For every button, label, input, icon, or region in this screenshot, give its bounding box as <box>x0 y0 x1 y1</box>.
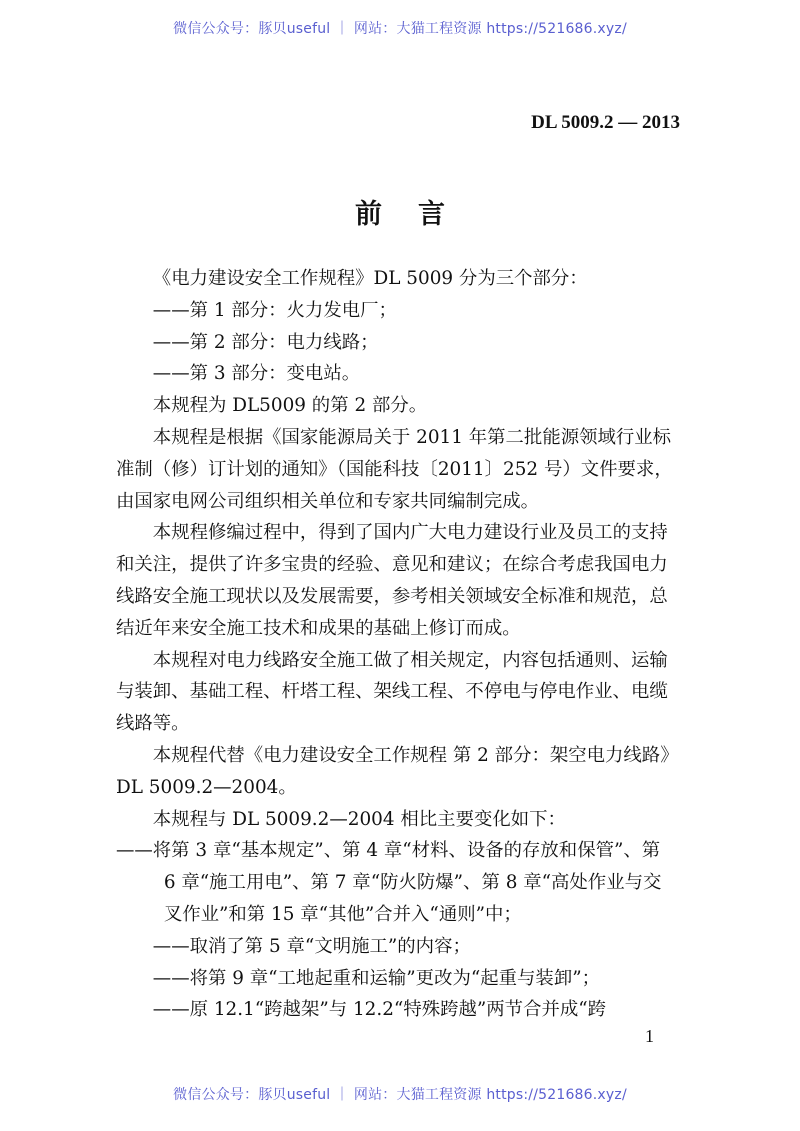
list-item-part-1: ——第 1 部分：火力发电厂； <box>152 299 397 321</box>
standard-code: DL 5009.2 — 2013 <box>531 112 680 133</box>
page-title: 前言 <box>355 199 481 230</box>
page-number: 1 <box>645 1026 654 1046</box>
watermark-bottom: 微信公众号：豚贝useful ｜ 网站：大猫工程资源 https://521686.xyz/ <box>173 1087 627 1103</box>
paragraph-intro: 《电力建设安全工作规程》DL 5009 分为三个部分： <box>152 268 588 289</box>
paragraph-changes: 本规程与 DL 5009.2—2004 相比主要变化如下： <box>152 808 566 830</box>
paragraph-content: 本规程对电力线路安全施工做了相关规定，内容包括通则、运输与装卸、基础工程、杆塔工程、架线工程、不停电与停电作业、电缆线路等。 <box>116 649 668 735</box>
list-item-change-3: ——将第 9 章“工地起重和运输”更改为“起重与装卸”； <box>152 967 601 989</box>
list-item-part-3: ——第 3 部分：变电站。 <box>152 363 361 385</box>
paragraph-scope: 本规程为 DL5009 的第 2 部分。 <box>152 395 428 417</box>
list-item-change-4: ——原 12.1“跨越架”与 12.2“特殊跨越”两节合并成“跨 <box>152 999 607 1021</box>
list-item-change-1: ——将第 3 章“基本规定”、第 4 章“材料、设备的存放和保管”、第 6 章“施工用电”、第 7 章“防火防爆”、第 8 章“高处作业与交叉作业”和第 15 章“其他”合并入“通则”中； <box>116 840 662 925</box>
preface-body <box>116 263 676 1026</box>
paragraph-revision: 本规程修编过程中，得到了国内广大电力建设行业及员工的支持和关注，提供了许多宝贵的经验、意见和建议；在综合考虑我国电力线路安全施工现状以及发展需要，参考相关领域安全标准和规范，总结近年来安全施工技术和成果的基础上修订而成。 <box>116 522 668 639</box>
paragraph-replaces: 本规程代替《电力建设安全工作规程 第 2 部分：架空电力线路》DL 5009.2—2004。 <box>116 744 670 798</box>
list-item-change-2: ——取消了第 5 章“文明施工”的内容； <box>152 935 471 957</box>
watermark-top: 微信公众号：豚贝useful ｜ 网站：大猫工程资源 https://521686.xyz/ <box>173 21 627 37</box>
paragraph-basis: 本规程是根据《国家能源局关于 2011 年第二批能源领域行业标准制（修）订计划的通知》（国能科技〔2011〕252 号）文件要求，由国家电网公司组织相关单位和专家共同编制完成。 <box>116 426 673 512</box>
list-item-part-2: ——第 2 部分：电力线路； <box>152 331 379 353</box>
